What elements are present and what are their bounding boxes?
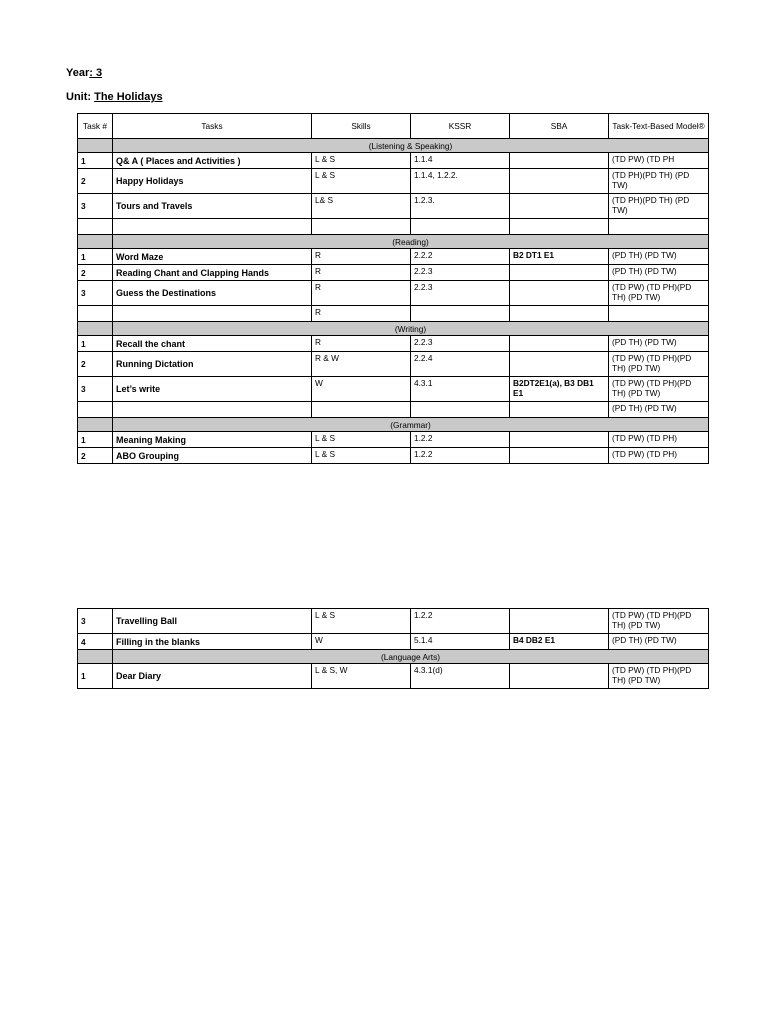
task-number: 1	[78, 336, 113, 352]
kssr-cell: 1.2.2	[411, 432, 510, 448]
section-row	[78, 322, 709, 336]
sba-cell	[510, 153, 609, 169]
sba-cell	[510, 169, 609, 194]
section-row	[78, 650, 709, 664]
col-header-tasks: Tasks	[113, 114, 312, 139]
skills-cell: L & S	[312, 609, 411, 634]
task-name: Tours and Travels	[113, 194, 312, 219]
section-label: (Writing)	[113, 322, 709, 336]
table-row	[78, 194, 709, 219]
section-spacer	[78, 418, 113, 432]
table-row	[78, 377, 709, 402]
table-row	[78, 432, 709, 448]
model-cell: (PD TH) (PD TW)	[609, 336, 709, 352]
skills-cell: L & S	[312, 169, 411, 194]
task-name: Filling in the blanks	[113, 634, 312, 650]
year-label: Year	[66, 67, 90, 79]
skills-cell: R	[312, 306, 411, 322]
task-name: Recall the chant	[113, 336, 312, 352]
table-row	[78, 281, 709, 306]
sba-cell	[510, 194, 609, 219]
section-row	[78, 418, 709, 432]
task-name: Meaning Making	[113, 432, 312, 448]
task-name: Word Maze	[113, 249, 312, 265]
task-name: ABO Grouping	[113, 448, 312, 464]
model-cell: (TD PW) (TD PH)(PD TH) (PD TW)	[609, 377, 709, 402]
model-cell	[609, 306, 709, 322]
task-number: 2	[78, 265, 113, 281]
col-header-sba: SBA	[510, 114, 609, 139]
kssr-cell: 2.2.2	[411, 249, 510, 265]
task-name: Let’s write	[113, 377, 312, 402]
task-name: Running Dictation	[113, 352, 312, 377]
table-row	[78, 448, 709, 464]
task-name: Guess the Destinations	[113, 281, 312, 306]
kssr-cell: 2.2.3	[411, 265, 510, 281]
kssr-cell: 1.2.3.	[411, 194, 510, 219]
unit-line	[66, 91, 163, 103]
model-cell: (PD TH) (PD TW)	[609, 634, 709, 650]
model-cell: (PD TH) (PD TW)	[609, 265, 709, 281]
col-header-skills: Skills	[312, 114, 411, 139]
model-cell: (PD TH) (PD TW)	[609, 402, 709, 418]
sba-cell: B4 DB2 E1	[510, 634, 609, 650]
section-spacer	[78, 650, 113, 664]
task-name: Dear Diary	[113, 664, 312, 689]
task-name: Travelling Ball	[113, 609, 312, 634]
task-number: 2	[78, 352, 113, 377]
sba-cell: B2DT2E1(a), B3 DB1 E1	[510, 377, 609, 402]
task-number: 3	[78, 194, 113, 219]
section-label: (Reading)	[113, 235, 709, 249]
model-cell: (TD PW) (TD PH)	[609, 448, 709, 464]
table-row	[78, 352, 709, 377]
task-number: 3	[78, 377, 113, 402]
skills-cell: R	[312, 281, 411, 306]
section-spacer	[78, 235, 113, 249]
sba-cell: B2 DT1 E1	[510, 249, 609, 265]
section-label: (Listening & Speaking)	[113, 139, 709, 153]
kssr-cell: 1.1.4, 1.2.2.	[411, 169, 510, 194]
sba-cell	[510, 306, 609, 322]
kssr-cell	[411, 402, 510, 418]
sba-cell	[510, 609, 609, 634]
kssr-cell: 2.2.3	[411, 336, 510, 352]
task-table-continued	[77, 608, 709, 689]
model-cell: (TD PW) (TD PH)(PD TH) (PD TW)	[609, 609, 709, 634]
skills-cell: L & S	[312, 153, 411, 169]
skills-cell: R	[312, 265, 411, 281]
sba-cell	[510, 281, 609, 306]
section-label: (Language Arts)	[113, 650, 709, 664]
table-row	[78, 306, 709, 322]
task-number: 1	[78, 664, 113, 689]
skills-cell: L& S	[312, 194, 411, 219]
sba-cell	[510, 352, 609, 377]
col-header-kssr: KSSR	[411, 114, 510, 139]
task-number: 3	[78, 281, 113, 306]
model-cell: (TD PH)(PD TH) (PD TW)	[609, 169, 709, 194]
table-row	[78, 336, 709, 352]
kssr-cell: 1.2.2	[411, 609, 510, 634]
section-row	[78, 235, 709, 249]
task-number: 1	[78, 432, 113, 448]
sba-cell	[510, 336, 609, 352]
sba-cell	[510, 448, 609, 464]
table-row	[78, 249, 709, 265]
skills-cell: R	[312, 336, 411, 352]
table-header-row	[78, 114, 709, 139]
task-number	[78, 306, 113, 322]
skills-cell: R	[312, 249, 411, 265]
task-number: 2	[78, 169, 113, 194]
kssr-cell: 4.3.1(d)	[411, 664, 510, 689]
col-header-model: Task-Text-Based Model®	[609, 114, 709, 139]
task-number: 4	[78, 634, 113, 650]
kssr-cell	[411, 306, 510, 322]
task-name: Happy Holidays	[113, 169, 312, 194]
table-row	[78, 265, 709, 281]
task-name: Q& A ( Places and Activities )	[113, 153, 312, 169]
skills-cell: L & S, W	[312, 664, 411, 689]
task-number	[78, 402, 113, 418]
model-cell: (TD PW) (TD PH)(PD TH) (PD TW)	[609, 352, 709, 377]
task-number: 3	[78, 609, 113, 634]
task-name: Reading Chant and Clapping Hands	[113, 265, 312, 281]
sba-cell	[510, 402, 609, 418]
skills-cell: W	[312, 377, 411, 402]
model-cell: (PD TH) (PD TW)	[609, 249, 709, 265]
section-spacer	[78, 322, 113, 336]
task-number: 1	[78, 249, 113, 265]
sba-cell	[510, 265, 609, 281]
col-header-task-number: Task #	[78, 114, 113, 139]
task-number: 2	[78, 448, 113, 464]
table-row-empty	[78, 219, 709, 235]
kssr-cell: 1.2.2	[411, 448, 510, 464]
model-cell: (TD PW) (TD PH)	[609, 432, 709, 448]
section-row	[78, 139, 709, 153]
table-row	[78, 169, 709, 194]
skills-cell	[312, 402, 411, 418]
model-cell: (TD PW) (TD PH	[609, 153, 709, 169]
skills-cell: L & S	[312, 448, 411, 464]
model-cell: (TD PH)(PD TH) (PD TW)	[609, 194, 709, 219]
table-row	[78, 153, 709, 169]
year-value: : 3	[89, 67, 103, 79]
model-cell: (TD PW) (TD PH)(PD TH) (PD TW)	[609, 664, 709, 689]
table-row	[78, 402, 709, 418]
table-row	[78, 609, 709, 634]
year-line	[66, 67, 102, 79]
skills-cell: R & W	[312, 352, 411, 377]
kssr-cell: 1.1.4	[411, 153, 510, 169]
skills-cell: L & S	[312, 432, 411, 448]
kssr-cell: 4.3.1	[411, 377, 510, 402]
unit-label: Unit:	[66, 91, 95, 103]
kssr-cell: 5.1.4	[411, 634, 510, 650]
model-cell: (TD PW) (TD PH)(PD TH) (PD TW)	[609, 281, 709, 306]
table-row	[78, 664, 709, 689]
task-number: 1	[78, 153, 113, 169]
table-row	[78, 634, 709, 650]
section-spacer	[78, 139, 113, 153]
task-table	[77, 113, 709, 464]
sba-cell	[510, 664, 609, 689]
kssr-cell: 2.2.4	[411, 352, 510, 377]
unit-value: The Holidays	[94, 91, 163, 103]
skills-cell: W	[312, 634, 411, 650]
task-name	[113, 306, 312, 322]
section-label: (Grammar)	[113, 418, 709, 432]
sba-cell	[510, 432, 609, 448]
task-name	[113, 402, 312, 418]
kssr-cell: 2.2.3	[411, 281, 510, 306]
